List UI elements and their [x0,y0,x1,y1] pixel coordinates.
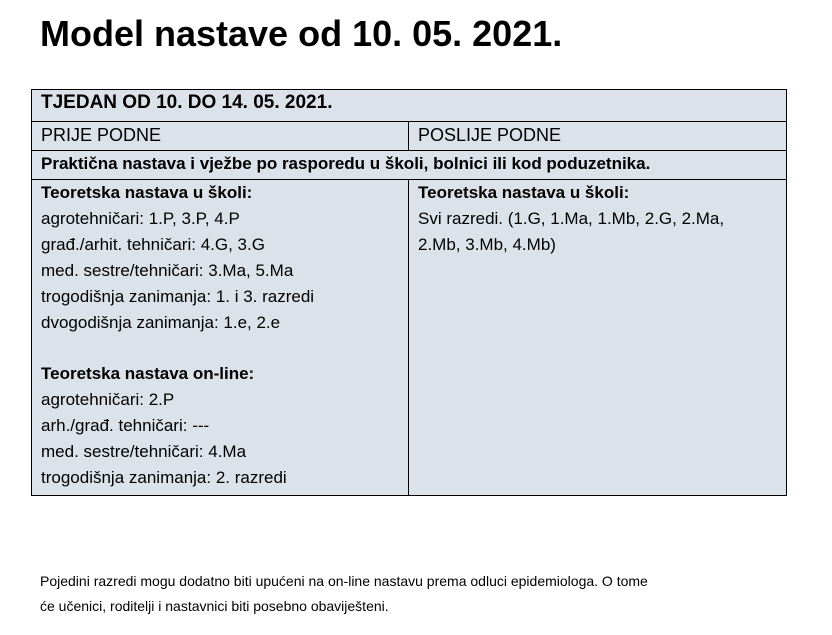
morning-online-item: arh./građ. tehničari: --- [41,416,210,435]
afternoon-column-header: POSLIJE PODNE [409,122,787,151]
morning-school-item: trogodišnja zanimanja: 1. i 3. razredi [41,287,315,306]
footnote-line: će učenici, roditelji i nastavnici biti posebno obaviješteni. [40,598,389,614]
morning-online-heading: Teoretska nastava on-line: [41,364,255,383]
morning-school-item: med. sestre/tehničari: 3.Ma, 5.Ma [41,261,294,280]
practice-row [32,151,787,180]
morning-online-item: med. sestre/tehničari: 4.Ma [41,442,247,461]
afternoon-line: Svi razredi. (1.G, 1.Ma, 1.Mb, 2.G, 2.Ma, [418,209,725,228]
spacer [41,336,399,361]
week-header-row [32,90,787,122]
schedule-table [31,89,787,496]
morning-cell [32,180,409,496]
afternoon-school-heading: Teoretska nastava u školi: [418,183,630,202]
week-header: TJEDAN OD 10. DO 14. 05. 2021. [32,90,787,122]
morning-school-item: građ./arhit. tehničari: 4.G, 3.G [41,235,265,254]
page-title: Model nastave od 10. 05. 2021. [40,13,563,54]
afternoon-cell [409,180,787,496]
morning-column-header: PRIJE PODNE [32,122,409,151]
afternoon-line: 2.Mb, 3.Mb, 4.Mb) [418,235,556,254]
morning-school-item: dvogodišnja zanimanja: 1.e, 2.e [41,313,281,332]
footnote-line: Pojedini razredi mogu dodatno biti upućeni na on-line nastavu prema odluci epidemiologa. O tome [40,573,648,589]
morning-online-item: trogodišnja zanimanja: 2. razredi [41,468,287,487]
footnote [40,569,800,619]
morning-school-heading: Teoretska nastava u školi: [41,183,253,202]
morning-online-item: agrotehničari: 2.P [41,390,175,409]
schedule-body-row [32,180,787,496]
column-header-row [32,122,787,151]
morning-school-item: agrotehničari: 1.P, 3.P, 4.P [41,209,240,228]
practice-text: Praktična nastava i vježbe po rasporedu u školi, bolnici ili kod poduzetnika. [32,151,787,180]
